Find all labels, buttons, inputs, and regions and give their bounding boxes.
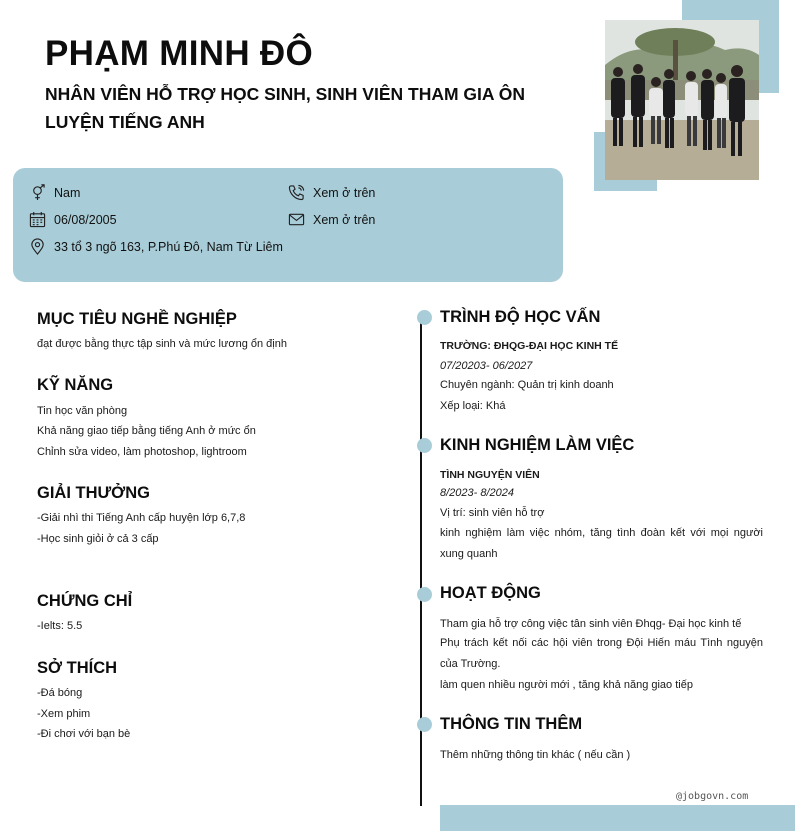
gender-value: Nam [54,185,81,200]
activities-title: HOẠT ĐỘNG [440,584,541,602]
phone-icon [288,184,305,201]
watermark: @jobgovn.com [676,791,749,802]
certificates-title: CHỨNG CHỈ [37,592,133,610]
activity-item: làm quen nhiều người mới , tăng khả năng giao tiếp [440,679,693,691]
timeline-dot [417,587,432,602]
job-title: NHÂN VIÊN HỖ TRỢ HỌC SINH, SINH VIÊN THAM GIA ÔN LUYỆN TIẾNG ANH [45,84,525,132]
extra-info-title: THÔNG TIN THÊM [440,715,583,733]
activity-item: Phụ trách kết nối các hội viên trong Đội Hiến máu Tình nguyện của Trường. [440,637,763,670]
education-rank: Xếp loại: Khá [440,400,506,412]
objective-title: MỤC TIÊU NGHỀ NGHIỆP [37,310,237,328]
education-period: 07/20203- 06/2027 [440,360,533,372]
skill-item: Khả năng giao tiếp bằng tiếng Anh ở mức ổn [37,425,256,437]
experience-description: kinh nghiệm làm việc nhóm, tăng tình đoàn kết với mọi người xung quanh [440,527,763,560]
hobby-item: -Đi chơi với bạn bè [37,728,131,740]
award-item: -Học sinh giỏi ở cả 3 cấp [37,533,159,545]
phone-value: Xem ở trên [313,185,376,200]
experience-title: KINH NGHIỆM LÀM VIỆC [440,436,635,454]
education-title: TRÌNH ĐỘ HỌC VẤN [440,308,601,326]
timeline-dot [417,438,432,453]
gender-row [29,184,80,201]
email-row [288,211,375,228]
experience-org: TÌNH NGUYỆN VIÊN [440,469,540,481]
extra-info-line: Thêm những thông tin khác ( nếu cần ) [440,749,631,761]
activity-item: Tham gia hỗ trợ công việc tân sinh viên Đhqg- Đại học kinh tế [440,618,742,630]
dob-value: 06/08/2005 [54,212,117,227]
hobbies-title: SỞ THÍCH [37,659,118,677]
address-row [29,238,283,255]
skills-title: KỸ NĂNG [37,376,114,394]
footer-accent-bar [440,805,795,831]
experience-role: Vị trí: sinh viên hỗ trợ [440,507,545,519]
skill-item: Chỉnh sửa video, làm photoshop, lightroom [37,446,247,458]
address-value: 33 tổ 3 ngõ 163, P.Phú Đô, Nam Từ Liêm [54,239,283,254]
profile-photo [605,20,759,180]
experience-period: 8/2023- 8/2024 [440,487,515,499]
education-school: TRƯỜNG: ĐHQG-ĐẠI HỌC KINH TẾ [440,340,619,352]
envelope-icon [288,211,305,228]
location-pin-icon [29,238,46,255]
email-value: Xem ở trên [313,212,376,227]
certificate-item: -Ielts: 5.5 [37,620,83,632]
awards-title: GIẢI THƯỞNG [37,484,151,502]
timeline-dot [417,717,432,732]
hobby-item: -Xem phim [37,708,91,720]
calendar-icon [29,211,46,228]
timeline-dot [417,310,432,325]
candidate-name: PHẠM MINH ĐÔ [45,34,314,73]
timeline-line [420,316,422,806]
dob-row [29,211,117,228]
skill-item: Tin học văn phòng [37,405,128,417]
objective-line: đạt được bằng thực tập sinh và mức lương ổn định [37,338,287,350]
education-major: Chuyên ngành: Quản trị kinh doanh [440,379,614,391]
hobby-item: -Đá bóng [37,687,83,699]
phone-row [288,184,375,201]
award-item: -Giải nhì thi Tiếng Anh cấp huyện lớp 6,7,8 [37,512,246,524]
gender-icon [29,184,46,201]
